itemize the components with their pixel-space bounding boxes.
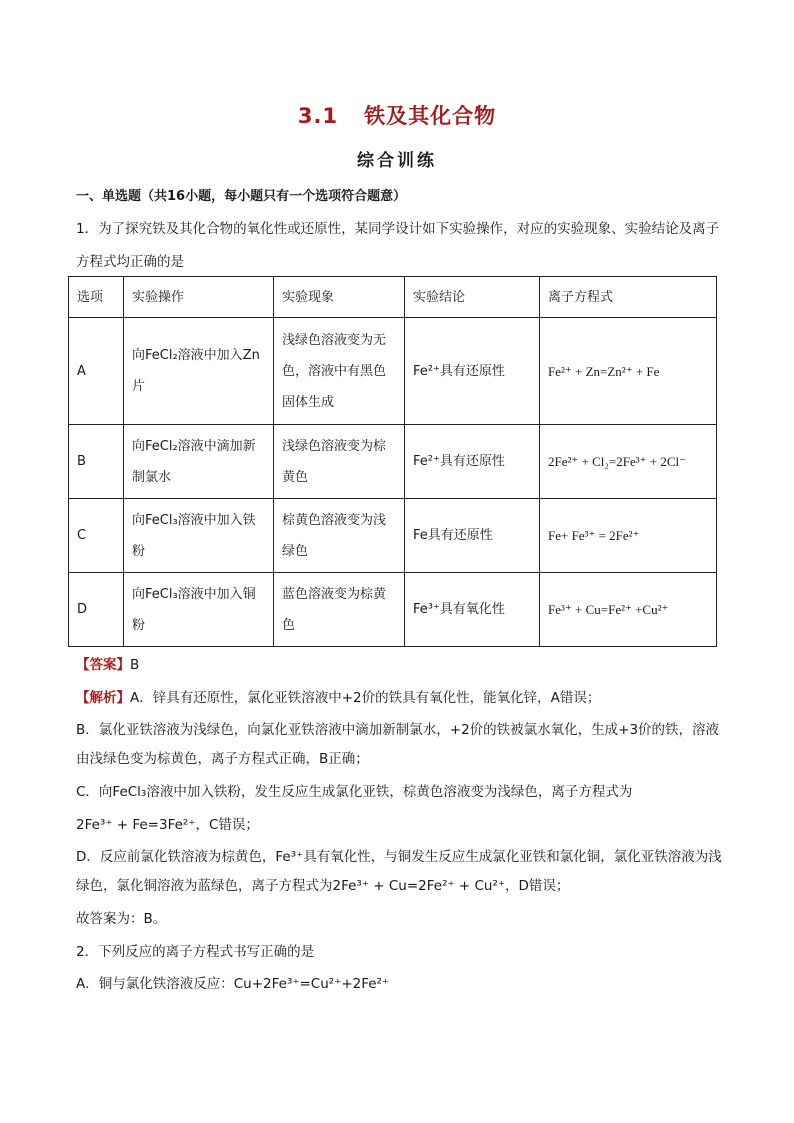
question-2-stem: 2．下列反应的离子方程式书写正确的是 bbox=[76, 944, 315, 960]
analysis-d: D．反应前氯化铁溶液为棕黄色，Fe³⁺具有氧化性，与铜发生反应生成氯化亚铁和氯化铜，氯化亚铁溶液为浅绿色，氯化铜溶液为蓝绿色，离子方程式为2Fe³⁺ + Cu=2Fe²⁺ + Cu²⁺，D错误； bbox=[76, 849, 722, 894]
header-option: 选项 bbox=[69, 277, 124, 318]
title-text: 铁及其化合物 bbox=[364, 104, 497, 128]
header-conclusion: 实验结论 bbox=[405, 277, 540, 318]
section-heading: 一、单选题（共16小题，每小题只有一个选项符合题意） bbox=[76, 189, 407, 204]
cell-operation: 向FeCl₃溶液中加入铜粉 bbox=[124, 573, 274, 647]
answer-value: B bbox=[130, 657, 140, 673]
table-row bbox=[69, 573, 717, 647]
cell-conclusion: Fe具有还原性 bbox=[405, 499, 540, 573]
page-title bbox=[0, 100, 794, 130]
cell-phenomenon: 浅绿色溶液变为无色，溶液中有黑色固体生成 bbox=[274, 318, 405, 425]
analysis-label: 【解析】 bbox=[76, 690, 130, 706]
cell-equation: Fe³⁺ + Cu=Fe²⁺ +Cu²⁺ bbox=[540, 573, 717, 647]
header-phenomenon: 实验现象 bbox=[274, 277, 405, 318]
cell-equation: 2Fe²⁺ + Cl₂=2Fe³⁺ + 2Cl⁻ bbox=[540, 425, 717, 499]
cell-option: A bbox=[69, 318, 124, 425]
cell-operation: 向FeCl₂溶液中滴加新制氯水 bbox=[124, 425, 274, 499]
table-row bbox=[69, 318, 717, 425]
cell-option: D bbox=[69, 573, 124, 647]
cell-operation: 向FeCl₂溶液中加入Zn片 bbox=[124, 318, 274, 425]
cell-option: B bbox=[69, 425, 124, 499]
cell-conclusion: Fe³⁺具有氧化性 bbox=[405, 573, 540, 647]
table-row bbox=[69, 425, 717, 499]
question-2-option-a: A．铜与氯化铁溶液反应：Cu+2Fe³⁺=Cu²⁺+2Fe²⁺ bbox=[76, 976, 390, 992]
cell-equation: Fe+ Fe³⁺ = 2Fe²⁺ bbox=[540, 499, 717, 573]
cell-phenomenon: 棕黄色溶液变为浅绿色 bbox=[274, 499, 405, 573]
cell-conclusion: Fe²⁺具有还原性 bbox=[405, 318, 540, 425]
experiment-table bbox=[68, 276, 717, 647]
title-number: 3.1 bbox=[297, 104, 339, 128]
cell-operation: 向FeCl₃溶液中加入铁粉 bbox=[124, 499, 274, 573]
final-answer: 故答案为：B。 bbox=[76, 911, 167, 927]
question-1-stem: 1．为了探究铁及其化合物的氧化性或还原性，某同学设计如下实验操作，对应的实验现象、实验结论及离子方程式均正确的是 bbox=[76, 221, 720, 270]
cell-phenomenon: 蓝色溶液变为棕黄色 bbox=[274, 573, 405, 647]
analysis-c-line1: C．向FeCl₃溶液中加入铁粉，发生反应生成氯化亚铁，棕黄色溶液变为浅绿色，离子方程式为 bbox=[76, 784, 633, 800]
cell-phenomenon: 浅绿色溶液变为棕黄色 bbox=[274, 425, 405, 499]
page-subtitle: 综合训练 bbox=[357, 151, 437, 171]
analysis-b: B．氯化亚铁溶液为浅绿色，向氯化亚铁溶液中滴加新制氯水，+2价的铁被氯水氧化，生成+3价的铁，溶液由浅绿色变为棕黄色，离子方程式正确，B正确； bbox=[76, 722, 720, 767]
answer-label: 【答案】 bbox=[76, 657, 130, 673]
cell-conclusion: Fe²⁺具有还原性 bbox=[405, 425, 540, 499]
header-equation: 离子方程式 bbox=[540, 277, 717, 318]
cell-option: C bbox=[69, 499, 124, 573]
answer-line bbox=[76, 651, 726, 680]
table-header-row bbox=[69, 277, 717, 318]
header-operation: 实验操作 bbox=[124, 277, 274, 318]
cell-equation: Fe²⁺ + Zn=Zn²⁺ + Fe bbox=[540, 318, 717, 425]
analysis-a-text: A．锌具有还原性，氯化亚铁溶液中+2价的铁具有氧化性，能氧化锌，A错误； bbox=[130, 690, 601, 706]
analysis-a bbox=[76, 684, 726, 713]
table-row bbox=[69, 499, 717, 573]
analysis-c-line2: 2Fe³⁺ + Fe=3Fe²⁺，C错误； bbox=[76, 817, 259, 833]
